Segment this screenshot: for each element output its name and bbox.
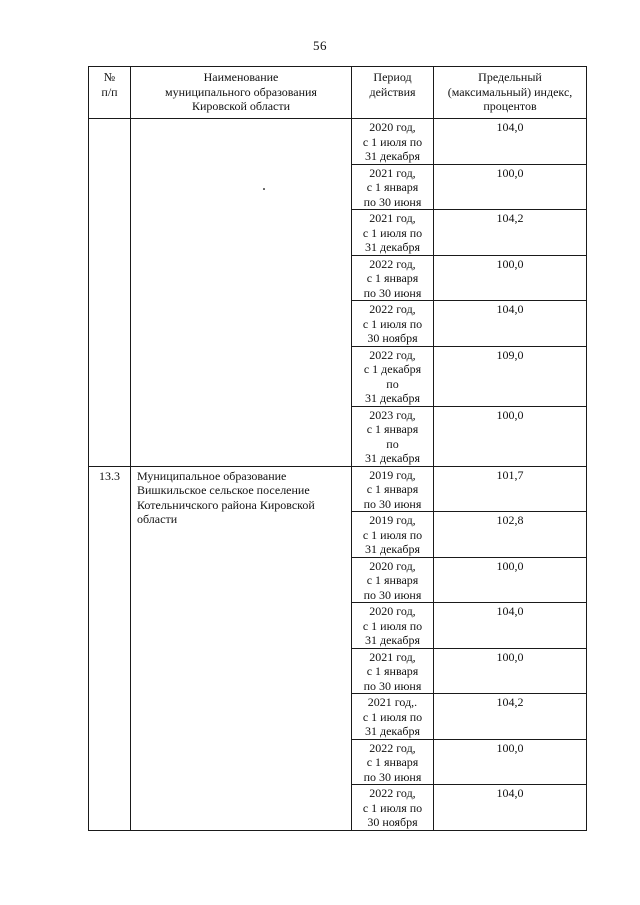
header-index [434, 67, 587, 119]
period-cell [352, 255, 434, 301]
period-cell [352, 512, 434, 558]
period-line: 31 декабря [364, 391, 421, 405]
period-line: по 30 июня [363, 285, 422, 300]
municipality-cell [131, 119, 352, 467]
header-line: № [103, 70, 116, 84]
period-cell [352, 301, 434, 347]
index-cell: 101,7 [434, 466, 587, 512]
period-cell [352, 648, 434, 694]
period-line: 30 ноября [367, 331, 418, 345]
period-cell [352, 603, 434, 649]
period-line: с 1 июля по [362, 527, 423, 542]
period-line: с 1 июля по [362, 316, 423, 331]
period-cell [352, 785, 434, 831]
period-line: 2022 год, [369, 256, 416, 271]
header-line: Кировской области [191, 99, 291, 113]
period-line: с 1 июля по [362, 225, 423, 240]
municipality-line: Вишкильское сельское поселение [137, 483, 310, 497]
period-line: 31 декабря [364, 240, 421, 254]
index-cell: 104,0 [434, 785, 587, 831]
index-cell: 100,0 [434, 557, 587, 603]
tariff-index-table [88, 66, 587, 831]
period-line: с 1 января [366, 422, 419, 436]
index-cell: 102,8 [434, 512, 587, 558]
scan-speck [263, 188, 265, 190]
period-line: 2022 год, [369, 786, 416, 800]
period-line: с 1 января [366, 755, 419, 769]
municipality-line: Муниципальное образование [137, 468, 287, 483]
header-period [352, 67, 434, 119]
header-line: (максимальный) индекс, [447, 84, 573, 99]
period-line: 2019 год, [369, 513, 416, 527]
period-line: по 30 июня [363, 496, 422, 511]
period-line: 2023 год, [369, 407, 416, 422]
index-cell: 104,2 [434, 694, 587, 740]
period-line: 31 декабря [364, 724, 421, 738]
header-number [89, 67, 131, 119]
header-line: Предельный [478, 70, 542, 84]
period-line: 31 декабря [364, 149, 421, 163]
period-line: 31 декабря [364, 542, 421, 556]
index-cell: 100,0 [434, 739, 587, 785]
table-row [89, 119, 587, 165]
number-cell [89, 119, 131, 467]
index-cell: 104,0 [434, 301, 587, 347]
index-cell: 100,0 [434, 255, 587, 301]
number-cell: 13.3 [89, 466, 131, 830]
period-line: с 1 июля по [362, 709, 423, 724]
index-cell: 100,0 [434, 406, 587, 466]
period-line: с 1 июля по [362, 134, 423, 149]
index-cell: 104,2 [434, 210, 587, 256]
index-cell: 100,0 [434, 648, 587, 694]
header-municipality [131, 67, 352, 119]
period-cell [352, 739, 434, 785]
period-line: по [386, 376, 399, 391]
header-line: муниципального образования [165, 84, 317, 99]
period-line: 31 декабря [364, 633, 421, 647]
period-line: 2020 год, [369, 120, 416, 134]
period-cell [352, 119, 434, 165]
period-line: 30 ноября [367, 815, 418, 829]
table-row [89, 466, 587, 512]
period-line: по [386, 436, 399, 451]
period-line: 2021 год,. [367, 695, 418, 709]
period-cell [352, 406, 434, 466]
period-line: с 1 января [366, 482, 419, 496]
municipality-cell [131, 466, 352, 830]
period-line: с 1 января [366, 573, 419, 587]
header-line: Период [373, 70, 412, 84]
header-line: действия [369, 84, 416, 99]
period-line: 2020 год, [369, 558, 416, 573]
header-line: Наименование [203, 70, 279, 84]
period-cell [352, 466, 434, 512]
period-line: с 1 января [366, 664, 419, 678]
period-line: по 30 июня [363, 769, 422, 784]
period-cell [352, 210, 434, 256]
header-line: п/п [101, 84, 118, 99]
period-line: 2021 год, [369, 165, 416, 180]
period-line: 2020 год, [369, 604, 416, 618]
table-body [89, 119, 587, 831]
period-cell [352, 164, 434, 210]
index-cell: 104,0 [434, 603, 587, 649]
period-line: 2022 год, [369, 740, 416, 755]
period-line: с 1 января [366, 271, 419, 285]
period-line: 2021 год, [369, 649, 416, 664]
index-cell: 104,0 [434, 119, 587, 165]
page-number: 56 [313, 38, 327, 53]
period-line: по 30 июня [363, 678, 422, 693]
header-line: процентов [483, 99, 537, 113]
period-line: по 30 июня [363, 587, 422, 602]
period-line: с 1 января [366, 180, 419, 194]
period-line: 2022 год, [369, 302, 416, 316]
table-header-row [89, 67, 587, 119]
period-cell [352, 694, 434, 740]
period-line: 2021 год, [369, 211, 416, 225]
period-line: 31 декабря [364, 451, 421, 465]
municipality-line: Котельничского района Кировской [137, 497, 315, 512]
index-cell: 100,0 [434, 164, 587, 210]
period-cell [352, 346, 434, 406]
period-line: по 30 июня [363, 194, 422, 209]
period-line: с 1 июля по [362, 800, 423, 815]
period-line: 2022 год, [369, 347, 416, 362]
period-line: с 1 декабря [363, 362, 422, 376]
period-cell [352, 557, 434, 603]
period-line: с 1 июля по [362, 618, 423, 633]
period-line: 2019 год, [369, 467, 416, 482]
index-cell: 109,0 [434, 346, 587, 406]
municipality-line: области [137, 512, 178, 526]
